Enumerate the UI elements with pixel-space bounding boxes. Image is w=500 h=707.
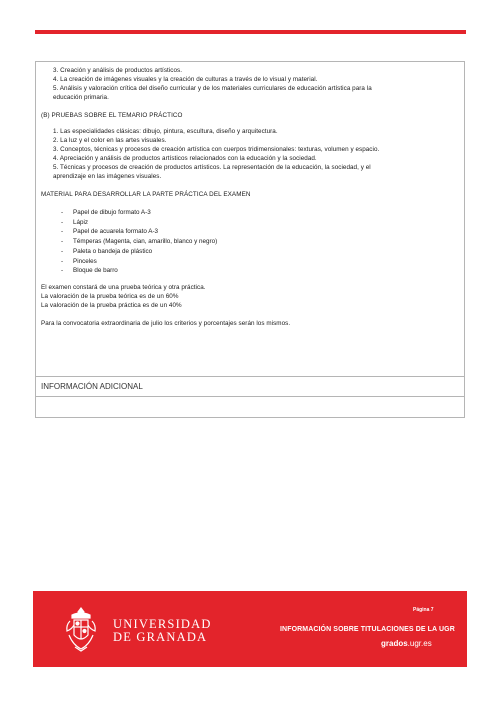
page-footer: [33, 591, 467, 667]
list-item: [61, 266, 461, 276]
material-label: Pinceles: [73, 257, 97, 265]
exam-note: El examen constará de una prueba teórica y otra práctica.: [41, 283, 206, 291]
objective-item-continued: educación primaria.: [53, 94, 109, 101]
university-wordmark: [113, 618, 212, 644]
material-label: Bloque de barro: [73, 267, 118, 275]
list-item: [61, 237, 461, 247]
university-name-line1: UNIVERSIDAD: [113, 617, 212, 631]
material-label: Lápiz: [73, 218, 89, 226]
material-list: [41, 208, 461, 276]
list-bullet: -: [61, 238, 64, 246]
list-bullet: -: [61, 218, 64, 226]
list-item: [61, 227, 461, 237]
material-label: Paleta o bandeja de plástico: [73, 247, 153, 255]
exam-note: La valoración de la prueba teórica es de un 60%: [41, 292, 179, 300]
footer-site-link[interactable]: [381, 639, 432, 648]
additional-info-title: INFORMACIÓN ADICIONAL: [36, 377, 464, 397]
footer-title: INFORMACIÓN SOBRE TITULACIONES DE LA UGR: [280, 626, 455, 633]
list-item: [61, 218, 461, 228]
list-bullet: -: [61, 228, 64, 236]
site-domain: .ugr.es: [407, 639, 432, 648]
material-label: Papel de dibujo formato A-3: [73, 209, 151, 216]
objective-item: 4. La creación de imágenes visuales y la creación de culturas a través de lo visual y material.: [53, 76, 318, 83]
list-bullet: -: [61, 247, 64, 255]
exam-note: La valoración de la prueba práctica es de un 40%: [41, 301, 182, 309]
objective-item: 3. Creación y análisis de productos artísticos.: [53, 67, 183, 74]
practical-item: 2. La luz y el color en las artes visuales.: [53, 137, 167, 144]
extraordinary-note: Para la convocatoria extraordinaria de julio los criterios y porcentajes serán los mismos.: [41, 319, 291, 327]
page-number: Página 7: [413, 607, 434, 613]
list-bullet: -: [61, 267, 64, 275]
practical-item: 4. Apreciación y análisis de productos artísticos relacionados con la educación y la sociedad.: [53, 155, 317, 162]
list-item: [61, 257, 461, 267]
practical-item-continued: aprendizaje en las imágenes visuales.: [53, 173, 162, 180]
material-label: Papel de acuarela formato A-3: [73, 228, 159, 236]
practical-heading: (B) PRUEBAS SOBRE EL TEMARIO PRÁCTICO: [41, 112, 183, 119]
material-heading: MATERIAL PARA DESARROLLAR LA PARTE PRÁCTICA DEL EXAMEN: [41, 191, 251, 198]
university-name-line2: DE GRANADA: [113, 630, 208, 644]
practical-item: 1. Las especialidades clásicas: dibujo, pintura, escultura, diseño y arquitectura.: [53, 128, 278, 135]
material-label: Témperas (Magenta, cian, amarillo, blanco y negro): [73, 238, 218, 246]
list-item: [61, 247, 461, 257]
objective-item: 5. Análisis y valoración crítica del diseño curricular y de los materiales curriculares de educación artística para la: [53, 85, 372, 92]
evaluation-content-box: [35, 61, 465, 376]
practical-item: 5. Técnicas y procesos de creación de productos artísticos. La representación de la educación, la sociedad, y el: [53, 164, 371, 171]
list-bullet: -: [61, 209, 64, 216]
practical-item: 3. Conceptos, técnicas y procesos de creación artística con cuerpos tridimensionales: texturas, volumen y espacio.: [53, 146, 380, 153]
university-crest-icon: [63, 605, 99, 653]
site-name-bold: grados: [381, 639, 408, 648]
header-accent-bar: [35, 30, 466, 34]
list-item: [61, 208, 461, 218]
additional-info-box: [35, 376, 465, 418]
list-bullet: -: [61, 257, 64, 265]
